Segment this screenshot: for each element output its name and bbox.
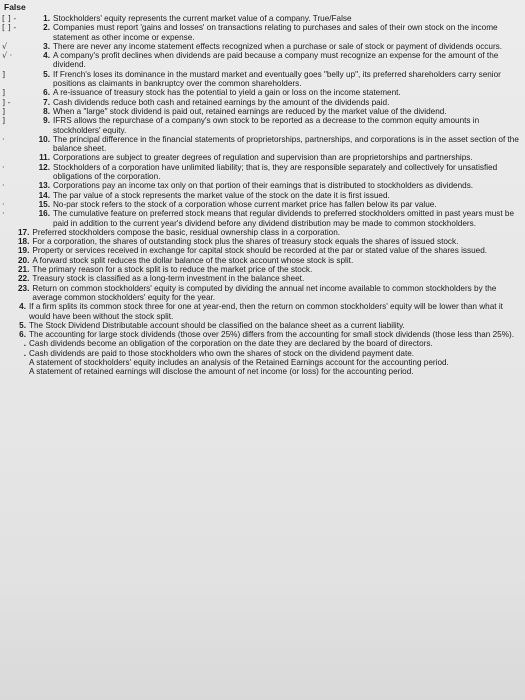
list-item: [0, 23, 521, 42]
handwritten-mark: ·: [2, 199, 5, 209]
list-item: [0, 321, 521, 330]
list-item: [0, 367, 521, 376]
item-text: Stockholders of a corporation have unlimited liability; that is, they are responsible separately and collectively for unsatisfied obligations of the corporation.: [53, 162, 498, 182]
list-item: [0, 191, 521, 200]
handwritten-mark: ]: [2, 88, 6, 98]
item-number: .: [23, 348, 26, 358]
item-number: 10.: [38, 134, 50, 144]
item-number: 9.: [43, 116, 50, 126]
item-number: 5.: [19, 320, 26, 330]
list-item: [0, 209, 521, 228]
list-item: [0, 265, 521, 274]
item-number: 7.: [43, 97, 50, 107]
list-item: [0, 274, 521, 283]
handwritten-mark: [ ] -: [2, 23, 17, 33]
item-text: Companies must report 'gains and losses' on transactions relating to purchases and sales of their own stock on the income statement as other income or expense.: [53, 23, 498, 42]
item-text: Cash dividends are paid to those stockholders who own the shares of stock on the dividend payment date.: [29, 348, 415, 358]
item-number: 15.: [38, 199, 50, 209]
list-item: [0, 200, 521, 209]
item-number: 6.: [43, 88, 50, 98]
item-number: 23.: [18, 283, 30, 293]
item-text: A statement of stockholders' equity includes an analysis of the Retained Earnings account for the accounting period.: [29, 357, 449, 367]
item-text: Cash dividends reduce both cash and retained earnings by the amount of the dividends paid.: [53, 97, 390, 107]
list-item: [0, 42, 521, 51]
item-text: The cumulative feature on preferred stock means that regular dividends to preferred stockholders omitted in past years must be paid in addition to the current year's dividend before any dividend distribution may be made to common stockholders.: [53, 209, 515, 228]
item-text: Corporations pay an income tax only on that portion of their earnings that is distributed to stockholders as dividends.: [53, 181, 474, 191]
item-number: 3.: [43, 41, 50, 51]
list-item: [0, 284, 521, 303]
item-number: .: [23, 339, 26, 349]
item-number: 11.: [39, 153, 50, 163]
list-item: [0, 98, 521, 107]
item-text: Return on common stockholders' equity is computed by dividing the annual net income available to common stockholders by the average common stockholders' equity for the year.: [32, 283, 497, 302]
list-item: [0, 70, 521, 89]
page-shadow: [0, 590, 525, 700]
item-text: Preferred stockholders compose the basic, residual ownership class in a corporation.: [32, 227, 341, 237]
item-number: 18.: [18, 237, 30, 247]
item-number: 4.: [43, 51, 50, 61]
item-text: The primary reason for a stock split is to reduce the market price of the stock.: [32, 265, 313, 275]
handwritten-mark: √ ·: [2, 51, 13, 61]
item-text: When a "large" stock dividend is paid out, retained earnings are reduced by the market value of the dividend.: [53, 106, 447, 116]
list-item: [0, 228, 521, 237]
list-item: [0, 153, 521, 162]
item-text: Cash dividends become an obligation of the corporation on the date they are declared by the board of directors.: [29, 339, 433, 349]
handwritten-mark: ·: [2, 162, 5, 172]
item-number: 14.: [38, 190, 50, 200]
item-number: 17.: [18, 227, 30, 237]
item-number: 5.: [43, 69, 50, 79]
list-item: [0, 339, 521, 348]
item-number: 22.: [18, 274, 30, 284]
list-item: [0, 237, 521, 246]
item-number: 19.: [18, 246, 30, 256]
item-text: The principal difference in the financial statements of proprietorships, partnerships, and corporations is in the asset section of the balance sheet.: [53, 134, 519, 154]
handwritten-mark: √: [2, 41, 8, 51]
question-list: [0, 14, 521, 377]
list-item: [0, 116, 521, 135]
item-text: No-par stock refers to the stock of a corporation whose current market price has fallen below its par value.: [53, 199, 437, 209]
handwritten-mark: ·: [2, 134, 5, 144]
item-text: Stockholders' equity represents the current market value of a company. True/False: [53, 14, 352, 23]
list-item: [0, 358, 521, 367]
item-number: 4.: [19, 302, 26, 312]
list-item: [0, 181, 521, 190]
list-item: [0, 330, 521, 339]
item-text: If French's loses its dominance in the mustard market and eventually goes "belly up", its preferred shareholders carry senior positions as claimants in bankruptcy over the common shareholders.: [53, 69, 501, 89]
list-item: [0, 302, 521, 321]
item-number: 20.: [18, 255, 30, 265]
item-text: A forward stock split reduces the dollar balance of the stock account whose stock is split.: [32, 255, 354, 265]
item-number: 12.: [38, 162, 50, 172]
list-item: [0, 135, 521, 154]
item-text: Property or services received in exchange for capital stock should be recorded at the par or stated value of the shares issued.: [32, 246, 488, 256]
handwritten-mark: ]: [2, 116, 6, 126]
list-item: [0, 256, 521, 265]
handwritten-mark: ·: [2, 181, 5, 191]
item-text: There are never any income statement effects recognized when a purchase or sale of stock or payment of dividends occurs.: [53, 41, 503, 51]
list-item: [0, 107, 521, 116]
item-text: For a corporation, the shares of outstanding stock plus the shares of treasury stock equals the shares of issued stock.: [32, 237, 459, 247]
list-item: [0, 163, 521, 182]
item-number: 13.: [38, 181, 50, 191]
item-number: 6.: [19, 330, 26, 340]
item-number: 16.: [38, 209, 50, 219]
item-text: IFRS allows the repurchase of a company's own stock to be reported as a decrease to the common equity amounts in stockholders' equity.: [53, 116, 480, 135]
item-number: 8.: [43, 106, 50, 116]
page-header: False: [4, 2, 26, 12]
handwritten-mark: ·: [2, 209, 5, 219]
list-item: [0, 51, 521, 70]
handwritten-mark: ] -: [2, 97, 11, 107]
list-item: [0, 349, 521, 358]
item-number: 2.: [43, 23, 50, 33]
list-item: [0, 246, 521, 255]
handwritten-mark: [ ] -: [2, 14, 17, 23]
item-text: Corporations are subject to greater degrees of regulation and supervision than are proprietorships and partnerships.: [53, 153, 473, 163]
item-number: 1.: [43, 14, 50, 23]
item-text: The accounting for large stock dividends (those over 25%) differs from the accounting for small stock dividends (those less than 25%).: [29, 330, 514, 340]
handwritten-mark: ]: [2, 69, 6, 79]
item-text: The par value of a stock represents the market value of the stock on the date it is first issued.: [53, 190, 390, 200]
item-text: A statement of retained earnings will disclose the amount of net income (or loss) for the accounting period.: [29, 367, 414, 377]
list-item: [0, 14, 521, 23]
item-text: If a firm splits its common stock three for one at year-end, then the return on common stockholders' equity will be lower than what it would have been without the stock split.: [29, 302, 503, 321]
item-text: A re-issuance of treasury stock has the potential to yield a gain or loss on the income statement.: [53, 88, 401, 98]
item-text: Treasury stock is classified as a long-term investment in the balance sheet.: [32, 274, 305, 284]
item-number: 21.: [18, 265, 30, 275]
item-text: A company's profit declines when dividends are paid because a company must recognize an expense for the amount of the dividend.: [53, 51, 499, 70]
list-item: [0, 88, 521, 97]
item-text: The Stock Dividend Distributable account should be classified on the balance sheet as a current liability.: [29, 320, 405, 330]
handwritten-mark: ]: [2, 106, 6, 116]
